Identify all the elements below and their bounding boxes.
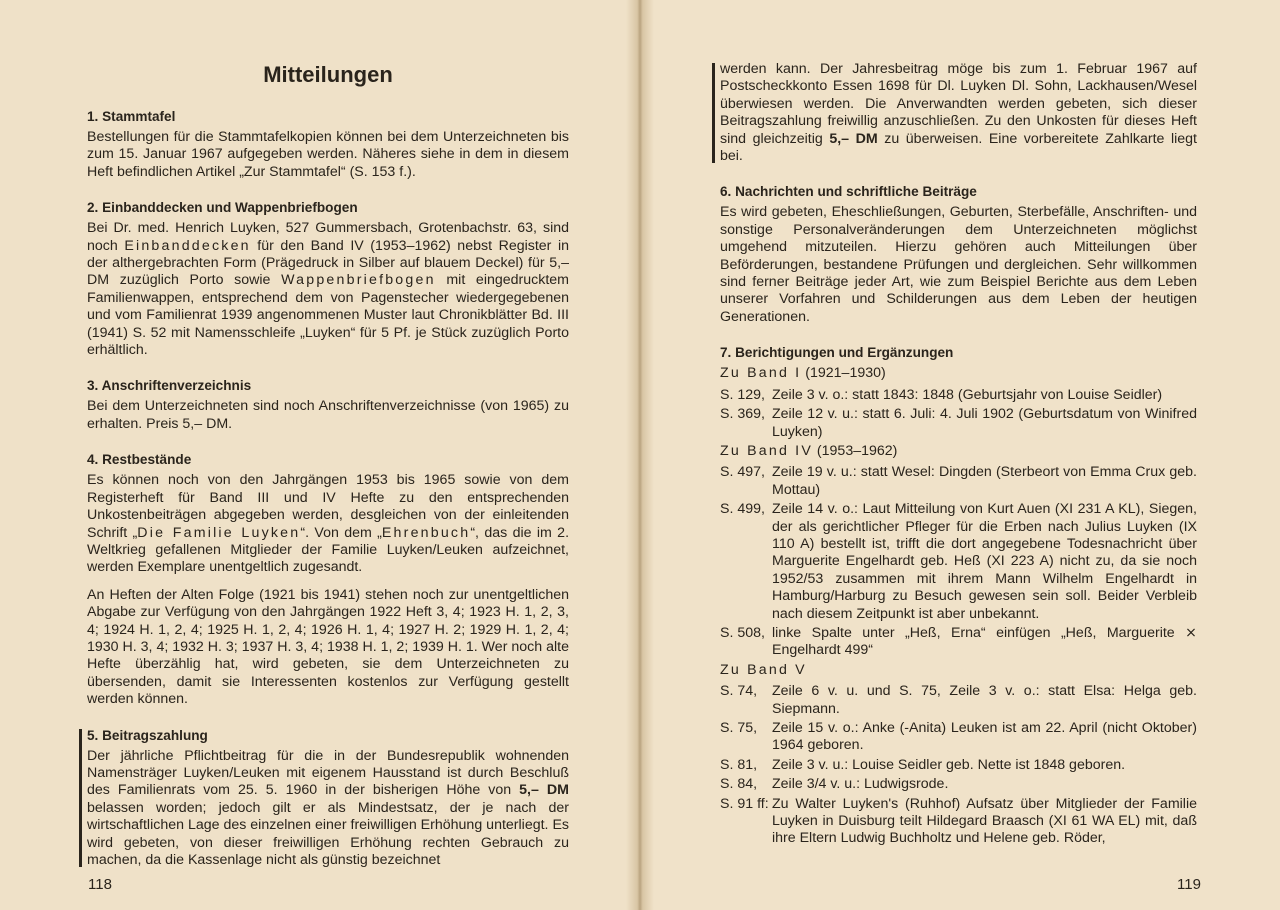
page-reference: S. 91 ff: [720, 795, 769, 812]
correction-item [720, 796, 1197, 848]
correction-item [720, 464, 1197, 499]
section-heading: 4. Restbestände [87, 452, 192, 468]
section-text [720, 61, 1197, 165]
section-heading: 7. Berichtigungen und Ergänzungen [720, 345, 954, 361]
page-reference: S. 81, [720, 756, 758, 773]
correction-item [720, 406, 1197, 441]
band-heading [720, 443, 1197, 460]
section-nachrichten [720, 183, 1197, 326]
text-run: mit eingedrucktem Familienwappen, entsprechend dem von Pagenstecher wiedergegebenen und vom Familienrat 1939 angenommenen Muster laut Chronikblätter Bd. III (1941) S. 52 mit Namensschleife „Luyken“ für 5 Pf. je Stück zuzüglich Porto erhältlich. [87, 272, 569, 359]
correction-text: Zeile 3 v. o.: statt 1843: 1848 (Geburtsjahr von Louise Seidler) [772, 386, 1163, 403]
section-einbanddecken [87, 199, 569, 359]
left-column [87, 108, 569, 887]
section-heading: 6. Nachrichten und schriftliche Beiträge [720, 184, 977, 200]
page-reference: S. 129, [720, 386, 765, 403]
bold-amount: 5,– DM [519, 782, 569, 799]
text-run: Der jährliche Pflichtbeitrag für die in der Bundesrepublik wohnenden Namensträger Luyken/Leuken mit eigenem Hausstand ist durch Beschluß des Familienrats vom 25. 5. 1960 in der bisherigen Höhe von [87, 747, 569, 799]
section-anschriftenverzeichnis [87, 377, 569, 433]
bold-amount: 5,– DM [829, 130, 878, 147]
section-heading: 3. Anschriftenverzeichnis [87, 378, 252, 394]
correction-list [720, 683, 1197, 848]
right-column [720, 61, 1197, 866]
correction-item [720, 776, 1197, 793]
section-restbestaende [87, 451, 569, 708]
band-years: (1921–1930) [801, 365, 886, 382]
section-text: An Heften der Alten Folge (1921 bis 1941) stehen noch zur unentgeltlichen Abgabe zur Verfügung von den Jahrgängen 1922 Heft 3, 4; 1923 H. 1, 2, 3, 4; 1924 H. 1, 2, 4; 1925 H. 1, 2, 4; 1926 H. 1, 4; 1927 H. 2; 1929 H. 1, 2, 4; 1930 H. 3, 4; 1932 H. 3; 1937 H. 3, 4; 1938 H. 1, 2; 1939 H. 1. Wer noch alte Hefte überzählig hat, wird gebeten, sie dem Unterzeichneten zu übersenden, damit sie Interessenten kostenlos zur Verfügung gestellt werden können. [87, 586, 569, 708]
section-beitragszahlung-continued [720, 61, 1197, 165]
page-reference: S. 497, [720, 464, 765, 481]
section-text [87, 472, 569, 576]
text-run: Es können noch von den Jahrgängen 1953 bis 1965 sowie von dem Registerheft für Band III und IV Hefte zu den entsprechenden Unkostenbeiträgen abgegeben werden, desgleichen von der einleitenden Schrift „ [87, 472, 569, 541]
text-run: belassen worden; jedoch gilt er als Mindestsatz, der je nach der wirtschaftlichen Lage des einzelnen einer freiwilligen Erhöhung unterliegt. Es wird gebeten, von dieser freiwilligen Erhöhung rechten Gebrauch zu machen, da die Kassenlage nicht als günstig bezeichnet [87, 799, 569, 868]
section-text [87, 220, 569, 359]
correction-text: Zeile 15 v. o.: Anke (-Anita) Leuken ist am 22. April (nicht Oktober) 1964 geboren. [772, 720, 1197, 754]
section-text: Bei dem Unterzeichneten sind noch Anschriftenverzeichnisse (von 1965) zu erhalten. Preis 5,– DM. [87, 398, 569, 432]
page-reference: S. 75, [720, 720, 758, 736]
correction-item [720, 501, 1197, 623]
band-heading [720, 662, 1197, 679]
correction-item [720, 625, 1197, 660]
correction-item [720, 683, 1197, 718]
band-label: Zu Band I [720, 365, 802, 382]
text-run: Bei Dr. med. Henrich Luyken, 527 Gummersbach, Grotenbachstr. 63, sind noch [87, 220, 569, 254]
section-berichtigungen [720, 344, 1197, 848]
correction-text: Zeile 6 v. u. und S. 75, Zeile 3 v. o.: statt Elsa: Helga geb. Siepmann. [772, 683, 1197, 717]
page-reference: S. 499, [720, 501, 765, 518]
section-stammtafel [87, 108, 569, 181]
left-page [0, 0, 638, 910]
spaced-term: Die Familie Luyken [137, 524, 301, 541]
band-label: Zu Band IV [720, 442, 813, 459]
correction-item [720, 757, 1197, 774]
text-run: werden kann. Der Jahresbeitrag möge bis zum 1. Februar 1967 auf Postscheckkonto Essen 1698 für Dl. Luyken Dl. Sohn, Lackhausen/Wesel überwiesen werden. Die Anverwandten werden gebeten, sich dieser Beitragszahlung freiwillig anzuschließen. Zu den Unkosten für dieses Heft sind gleichzeitig [720, 61, 1197, 147]
correction-text: Zeile 12 v. u.: statt 6. Juli: 4. Juli 1902 (Geburtsdatum von Winifred Luyken) [772, 406, 1197, 440]
band-years: (1953–1962) [812, 442, 898, 459]
page-reference: S. 74, [720, 683, 758, 700]
text-run: “, das die im 2. Weltkrieg gefallenen Mitglieder der Familie Luyken/Leuken aufzeichnet, werden Exemplare unentgeltlich zugesandt. [87, 524, 570, 576]
band-heading [720, 365, 1197, 382]
correction-list [720, 464, 1197, 659]
page-number: 119 [1177, 876, 1201, 893]
section-text [87, 748, 569, 870]
page-reference: S. 84, [720, 776, 758, 793]
spaced-term: Wappenbriefbogen [281, 272, 436, 289]
spaced-term: Einbanddecken [124, 237, 251, 254]
band-label: Zu Band V [720, 661, 807, 678]
correction-text: Zeile 19 v. u.: statt Wesel: Dingden (Sterbeort von Emma Crux geb. Mottau) [772, 464, 1197, 498]
section-text: Bestellungen für die Stammtafelkopien können bei dem Unterzeichneten bis zum 15. Januar 1967 aufgegeben werden. Näheres siehe in dem in diesem Heft befindlichen Artikel „Zur Stammtafel“ (S. 153 f.). [87, 129, 569, 180]
spaced-term: Ehrenbuch [381, 524, 471, 541]
section-heading: 5. Beitragszahlung [87, 727, 208, 743]
correction-text: Zeile 3 v. u.: Louise Seidler geb. Nette ist 1848 geboren. [772, 756, 1126, 773]
correction-text: Zeile 14 v. o.: Laut Mitteilung von Kurt Auen (XI 231 A KL), Siegen, der als gerichtlicher Pfleger für die Erben nach Julius Luyken (IX 110 A) bestellt ist, trifft die dort angegebene Todesnachricht über Marguerite Engelhardt geb. Heß (XI 223 A) nicht zu, da sie noch 1952/53 zusammen mit ihrem Mann Wilhelm Engelhardt in Hamburg/Harburg zu Besuch gewesen sein soll. Beider Verbleib nach diesem Zeitpunkt ist aber unbekannt. [772, 501, 1197, 622]
book-gutter [626, 0, 654, 910]
text-run: “. Von dem „ [300, 524, 382, 541]
page-number: 118 [88, 876, 112, 893]
page-reference: S. 508, [720, 624, 765, 641]
page-reference: S. 369, [720, 406, 765, 423]
correction-text: Zu Walter Luyken's (Ruhhof) Aufsatz über Mitglieder der Familie Luyken in Duisburg teilt Hildegard Braasch (XI 61 WA EL) mit, daß ihre Eltern Ludwig Buchholtz und Helene geb. Röder, [772, 795, 1197, 847]
text-run: zu überweisen. Eine vorbereitete Zahlkarte liegt bei. [720, 130, 1197, 165]
text-run: für den Band IV (1953–1962) nebst Register in der althergebrachten Form (Prägedruck in Silber auf blauem Deckel) für 5,– DM zuzüglich Porto sowie [87, 237, 569, 289]
section-text: Es wird gebeten, Eheschließungen, Geburten, Sterbefälle, Anschriften- und sonstige Personalveränderungen dem Unterzeichneten möglichst umgehend mitzuteilen. Hierzu gehören auch Mitteilungen über Beförderungen, bestandene Prüfungen und dergleichen. Sehr willkommen sind ferner Beiträge jeder Art, wie zum Beispiel Berichte aus dem Leben unserer Vorfahren und Schilderungen aus dem Leben der heutigen Generationen. [720, 204, 1197, 325]
correction-item [720, 720, 1197, 755]
section-heading: 2. Einbanddecken und Wappenbriefbogen [87, 200, 358, 216]
correction-item [720, 387, 1197, 404]
correction-text: Zeile 3/4 v. u.: Ludwigsrode. [772, 776, 949, 793]
section-beitragszahlung [87, 727, 569, 870]
correction-list [720, 387, 1197, 441]
page-title: Mitteilungen [263, 62, 393, 87]
correction-text: linke Spalte unter „Heß, Erna“ einfügen „Heß, Marguerite ⨯ Engelhardt 499“ [772, 624, 1197, 659]
section-heading: 1. Stammtafel [87, 109, 176, 124]
